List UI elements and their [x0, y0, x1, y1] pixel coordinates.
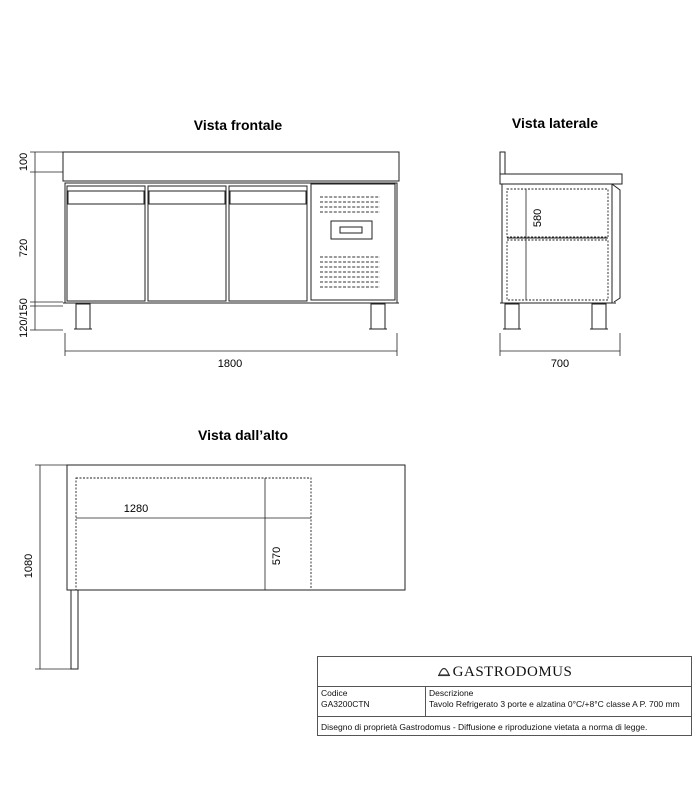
dim-plinth: 120/150	[18, 298, 30, 338]
dim-top-depth: 1080	[23, 553, 35, 579]
title-block-logo-row	[318, 657, 691, 687]
title-block-footer: Disegno di proprietà Gastrodomus - Diffusione e riproduzione vietata a norma di legge.	[321, 722, 648, 732]
door-2-handle	[149, 191, 225, 204]
side-foot-left	[505, 304, 519, 329]
front-horizontal-dimension	[65, 333, 397, 356]
code-cell	[318, 687, 426, 716]
side-horizontal-dimension	[500, 333, 620, 356]
dim-compartment: 580	[532, 208, 544, 228]
side-cabinet	[502, 184, 612, 303]
title-block	[317, 656, 692, 736]
front-foot-right	[371, 304, 385, 329]
door-1	[67, 186, 145, 301]
brand-name: GASTRODOMUS	[452, 664, 573, 680]
top-outline	[67, 465, 405, 590]
side-compartments	[507, 189, 608, 300]
control-display	[331, 221, 372, 239]
front-cabinet	[65, 183, 397, 303]
door-2	[148, 186, 226, 301]
top-inner-dimensions	[76, 478, 311, 590]
top-inner-area	[76, 478, 311, 590]
top-upstand-edge	[71, 590, 78, 669]
front-view-title: Vista frontale	[193, 117, 283, 133]
front-foot-left	[76, 304, 90, 329]
top-view	[67, 465, 405, 669]
dim-upstand: 100	[18, 152, 30, 172]
lower-vent-grille	[320, 257, 380, 287]
side-view-title: Vista laterale	[511, 115, 599, 131]
top-view-title: Vista dall’alto	[198, 427, 288, 443]
side-worktop	[500, 174, 622, 184]
description-label: Descrizione	[429, 688, 474, 698]
top-vertical-dimension	[35, 465, 78, 669]
code-label: Codice	[321, 688, 348, 698]
compressor-panel	[311, 184, 395, 300]
door-1-handle	[68, 191, 144, 204]
front-upstand	[63, 152, 399, 181]
code-value: GA3200CTN	[321, 699, 370, 709]
front-doors	[67, 186, 307, 301]
side-foot-right	[592, 304, 606, 329]
front-vertical-dimension	[30, 152, 63, 330]
side-upstand	[500, 152, 505, 174]
description-value: Tavolo Refrigerato 3 porte e alzatina 0°C/+8°C classe A P. 700 mm	[429, 699, 680, 709]
brand-logo-icon	[437, 664, 451, 678]
side-front-lip	[612, 184, 620, 302]
dim-inner-width: 1280	[123, 503, 149, 515]
upper-vent-grille	[320, 197, 380, 212]
display-screen	[340, 227, 362, 233]
door-3-handle	[230, 191, 306, 204]
door-3	[229, 186, 307, 301]
title-block-info-row	[318, 687, 691, 717]
description-cell	[426, 687, 691, 716]
dim-inner-depth: 570	[271, 546, 283, 566]
dim-body: 720	[18, 238, 30, 258]
side-view	[500, 152, 622, 329]
front-view	[63, 152, 399, 329]
dim-depth: 700	[550, 358, 570, 370]
dim-width: 1800	[217, 358, 243, 370]
